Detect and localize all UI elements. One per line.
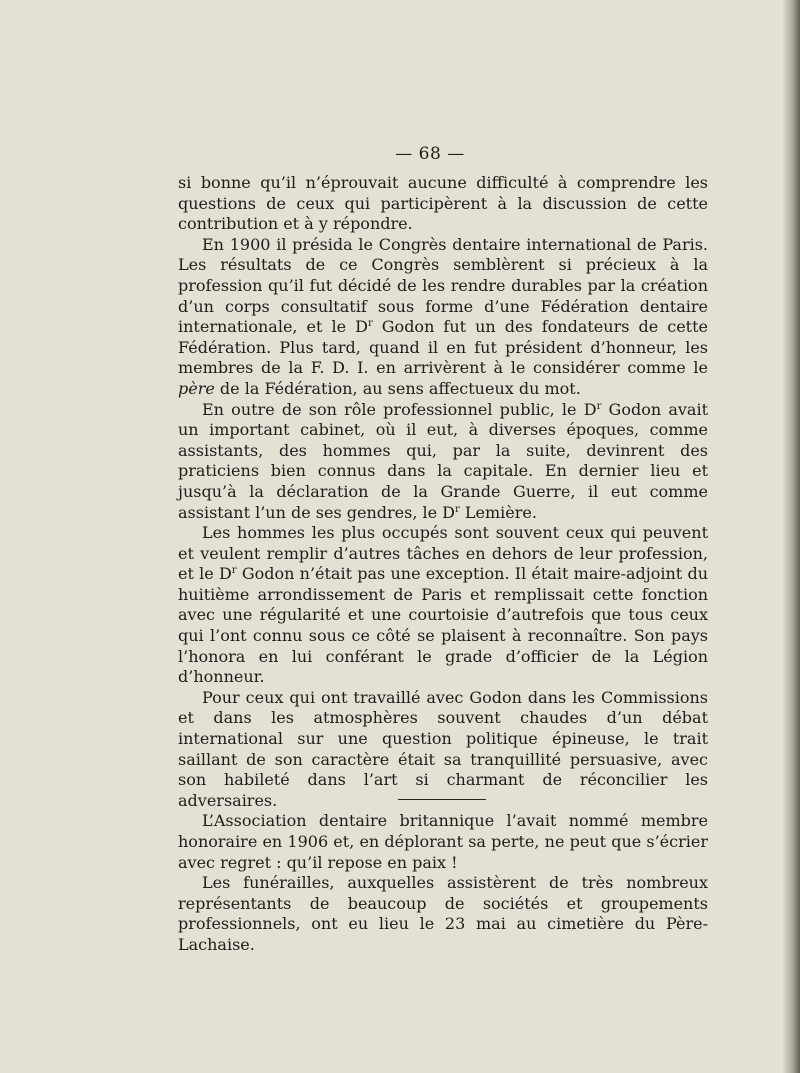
- superscript: r: [367, 318, 373, 330]
- paragraph-text: Les hommes les plus occupés sont souvent ceux qui peuvent et veulent remplir d’autres tâches en dehors de leur profession, et le D: [178, 523, 708, 584]
- superscript: r: [455, 503, 460, 515]
- paragraph-text: de la Fédération, au sens affectueux du mot.: [214, 378, 581, 398]
- body-text: [178, 173, 708, 956]
- paragraph-text: Pour ceux qui ont travaillé avec Godon dans les Commissions et dans les atmosphères souvent chaudes d’un débat international sur une question politique épineuse, le trait saillant de son caractère était sa tranquillité persuasive, avec son habileté dans l’art si charmant de réconcilier les adversaires.: [178, 687, 708, 810]
- paragraph-text: Godon fut un des fondateurs de cette Fédération. Plus tard, quand il en fut président d’honneur, les membres de la F. D. I. en arrivèrent à le considérer comme le: [178, 317, 708, 378]
- paragraph: [178, 688, 708, 812]
- page-number-header: — 68 —: [395, 144, 465, 164]
- paragraph: [178, 523, 708, 688]
- emphasis-text: père: [178, 378, 215, 398]
- paragraph-text: En 1900 il présida le Congrès dentaire international de Paris. Les résultats de ce Congrès semblèrent si précieux à la profession qu’il fut décidé de les rendre durables par la création d’un corps consultatif sous forme d’une Fédération dentaire internationale, et le D: [178, 234, 708, 337]
- closing-rule: [398, 799, 486, 800]
- paragraph: [178, 173, 708, 235]
- superscript: r: [596, 400, 602, 412]
- paragraph-text: Godon avait un important cabinet, où il eut, à diverses époques, comme assistants, des hommes qui, par la suite, devinrent des praticiens bien connus dans la capitale. En dernier lieu et jusqu’à la déclaration de la Grande Guerre, il eut comme assistant l’un de ses gendres, le D: [178, 399, 708, 522]
- superscript: r: [231, 565, 237, 577]
- paragraph: [178, 873, 708, 955]
- paragraph-text: Godon n’était pas une exception. Il était maire-adjoint du huitième arrondissement de Paris et remplissait cette fonction avec une régularité et une courtoisie d’autrefois que tous ceux qui l’ont connu sous ce côté se plaisent à reconnaître. Son pays l’honora en lui conférant le grade d’officier de la Légion d’honneur.: [178, 564, 709, 687]
- paragraph-text: si bonne qu’il n’éprouvait aucune difficulté à comprendre les questions de ceux qui participèrent à la discussion de cette contribution et à y répondre.: [178, 173, 708, 234]
- paragraph-text: L’Association dentaire britannique l’avait nommé membre honoraire en 1906 et, en déplorant sa perte, ne peut que s’écrier avec regret : qu’il repose en paix !: [178, 811, 708, 872]
- paragraph: [178, 235, 708, 400]
- paragraph-text: En outre de son rôle professionnel public, le D: [202, 399, 597, 419]
- paragraph: [178, 400, 708, 524]
- paragraph-text: Les funérailles, auxquelles assistèrent de très nombreux représentants de beaucoup de sociétés et groupements professionnels, ont eu lieu le 23 mai au cimetière du Père-Lachaise.: [178, 873, 708, 954]
- paragraph: [178, 811, 708, 873]
- paragraph-text: Lemière.: [459, 502, 537, 522]
